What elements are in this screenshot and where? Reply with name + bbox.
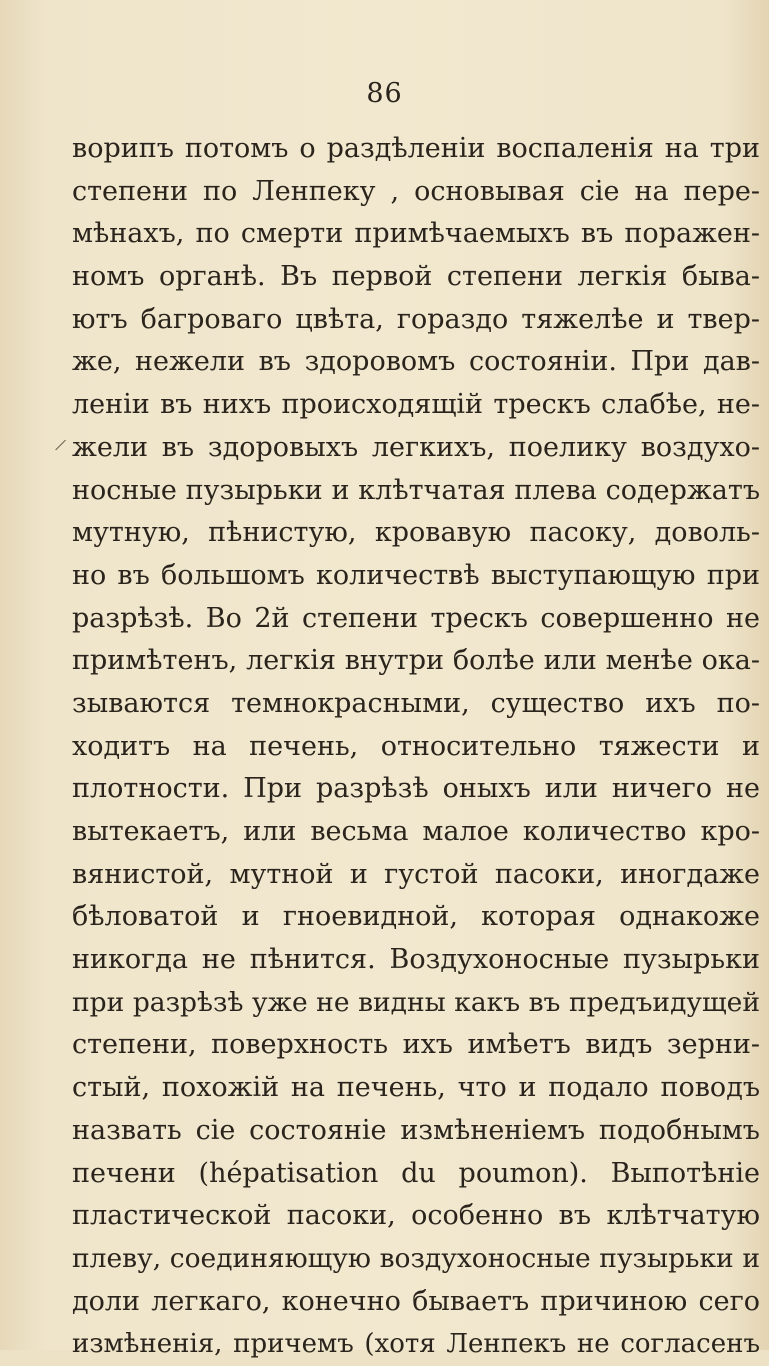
text-line: степени, поверхность ихъ имѣетъ видъ зерни- — [72, 1029, 760, 1061]
text-line: леніи въ нихъ происходящій трескъ слабѣе, не- — [72, 389, 760, 421]
text-line: мутную, пѣнистую, кровавую пасоку, доволь- — [72, 517, 760, 549]
text-line: измѣненія, причемъ (хотя Ленпекъ не согласенъ — [72, 1329, 760, 1360]
text-line: бѣловатой и гноевидной, которая однакоже — [72, 901, 760, 933]
text-line: стый, похожій на печень, что и подало поводъ — [72, 1072, 760, 1104]
text-line: пластической пасоки, особенно въ клѣтчатую — [72, 1200, 760, 1232]
text-line: назвать сіе состояніе измѣненіемъ подобнымъ — [72, 1114, 760, 1146]
body-text — [72, 128, 760, 1366]
text-line: жели въ здоровыхъ легкихъ, поелику воздухо- — [72, 431, 760, 463]
text-line: примѣтенъ, легкія внутри болѣе или менѣе ока- — [72, 645, 760, 677]
text-line: степени по Ленпеку , основывая сіе на пере- — [72, 175, 760, 207]
text-line: плотности. При разрѣзѣ оныхъ или ничего не — [72, 773, 760, 805]
text-line: при разрѣзѣ уже не видны какъ въ предъидущей — [72, 986, 760, 1018]
text-line: ходитъ на печень, относительно тяжести и — [72, 730, 760, 762]
text-line: вянистой, мутной и густой пасоки, иногдаже — [72, 858, 760, 890]
text-line: печени (hépatisation du poumon). Выпотѣніе — [72, 1157, 760, 1189]
page-number: 86 — [366, 78, 403, 109]
text-line: никогда не пѣнится. Воздухоносные пузырьки — [72, 944, 760, 976]
text-line: ворипъ потомъ о раздѣленіи воспаленія на три — [72, 133, 760, 164]
text-line: носные пузырьки и клѣтчатая плева содержатъ — [72, 474, 760, 506]
text-line: зываются темнокрасными, существо ихъ по- — [72, 687, 760, 719]
text-line: же, нежели въ здоровомъ состояніи. При дав- — [72, 346, 760, 378]
text-line: номъ органѣ. Въ первой степени легкія быва- — [72, 261, 760, 293]
text-line: вытекаетъ, или весьма малое количество кро- — [72, 816, 760, 847]
text-line: плеву, соединяющую воздухоносные пузырьки и — [72, 1242, 760, 1274]
text-line: ютъ багроваго цвѣта, гораздо тяжелѣе и твер- — [72, 303, 760, 335]
text-line: доли легкаго, конечно бываетъ причиною сего — [72, 1285, 760, 1317]
text-line: разрѣзѣ. Во 2й степени трескъ совершенно не — [72, 602, 760, 634]
text-line: но въ большомъ количествѣ выступающую при — [72, 559, 760, 591]
text-line: мѣнахъ, по смерти примѣчаемыхъ въ поражен- — [72, 218, 760, 250]
